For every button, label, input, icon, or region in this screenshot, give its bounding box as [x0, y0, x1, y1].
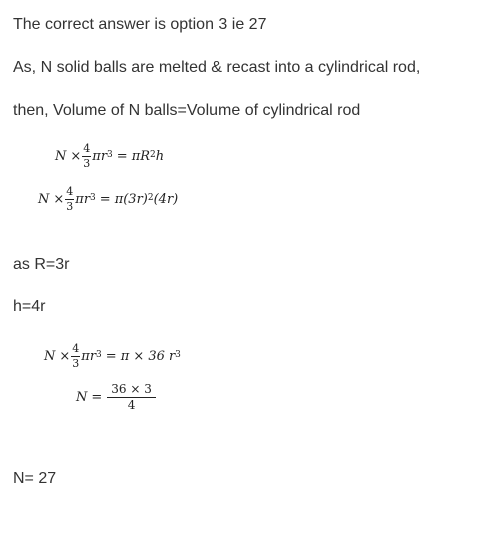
eq1-rhs-h: h [155, 149, 165, 164]
eq1-pi: π [92, 149, 101, 164]
eq2-times: × [53, 192, 65, 207]
eq2-pi: π [75, 192, 84, 207]
eq2-r: r [83, 192, 91, 207]
eq1-frac-denominator: 3 [83, 157, 91, 170]
eq1-lhs-var: N [55, 149, 67, 164]
eq4-frac-numerator: 36 × 3 [111, 382, 152, 396]
answer-statement: The correct answer is option 3 ie 27 [13, 16, 267, 33]
eq1-equals: = [116, 149, 128, 164]
eq2-rhs-b: (4r) [153, 192, 179, 207]
eq4-equals: = [91, 390, 103, 405]
eq2-frac-denominator: 3 [66, 200, 74, 213]
eq1-fraction [82, 143, 91, 170]
equation-solve-n [76, 383, 157, 412]
eq2-rhs-a: π(3r) [114, 192, 148, 207]
eq2-fraction [65, 186, 74, 213]
equation-simplified: N × $\frac{4}{3}$ π r $^3$ = π × 36 r $^3$ [44, 342, 181, 370]
h-substitution: h=4r [13, 298, 46, 315]
eq2-equals: = [99, 192, 111, 207]
eq3-lhs-var: N [44, 349, 56, 364]
eq3-fraction [71, 343, 80, 370]
eq1-times: × [70, 149, 82, 164]
eq1-r: r [100, 149, 108, 164]
final-result: N= 27 [13, 470, 57, 487]
eq1-rhs: πR [131, 149, 151, 164]
eq3-frac-numerator: 4 [72, 342, 80, 355]
eq2-lhs-var: N [38, 192, 50, 207]
eq3-times: × [59, 349, 71, 364]
equation-sphere-cylinder-volume: N × $\frac{4}{3}$ π r $^3$ = πR $^2$ h [55, 142, 165, 170]
eq1-frac-numerator: 4 [83, 142, 91, 155]
eq3-rhs: π × 36 [120, 349, 165, 364]
equation-substituted-r-h: N × $\frac{4}{3}$ π r $^3$ = π(3r) $^2$ (4r) [38, 185, 179, 213]
eq3-r: r [89, 349, 97, 364]
eq4-fraction [107, 383, 156, 412]
eq2-frac-numerator: 4 [66, 185, 74, 198]
eq3-rhs-r: r [168, 349, 176, 364]
premise-statement: As, N solid balls are melted & recast into a cylindrical rod, [13, 59, 421, 76]
r-substitution: as R=3r [13, 256, 70, 273]
volume-equality-statement: then, Volume of N balls=Volume of cylindrical rod [13, 102, 361, 119]
eq3-equals: = [105, 349, 117, 364]
eq4-frac-denominator: 4 [127, 398, 136, 412]
eq3-frac-denominator: 3 [72, 357, 80, 370]
eq3-pi: π [81, 349, 90, 364]
eq4-lhs-var: N [76, 390, 88, 405]
